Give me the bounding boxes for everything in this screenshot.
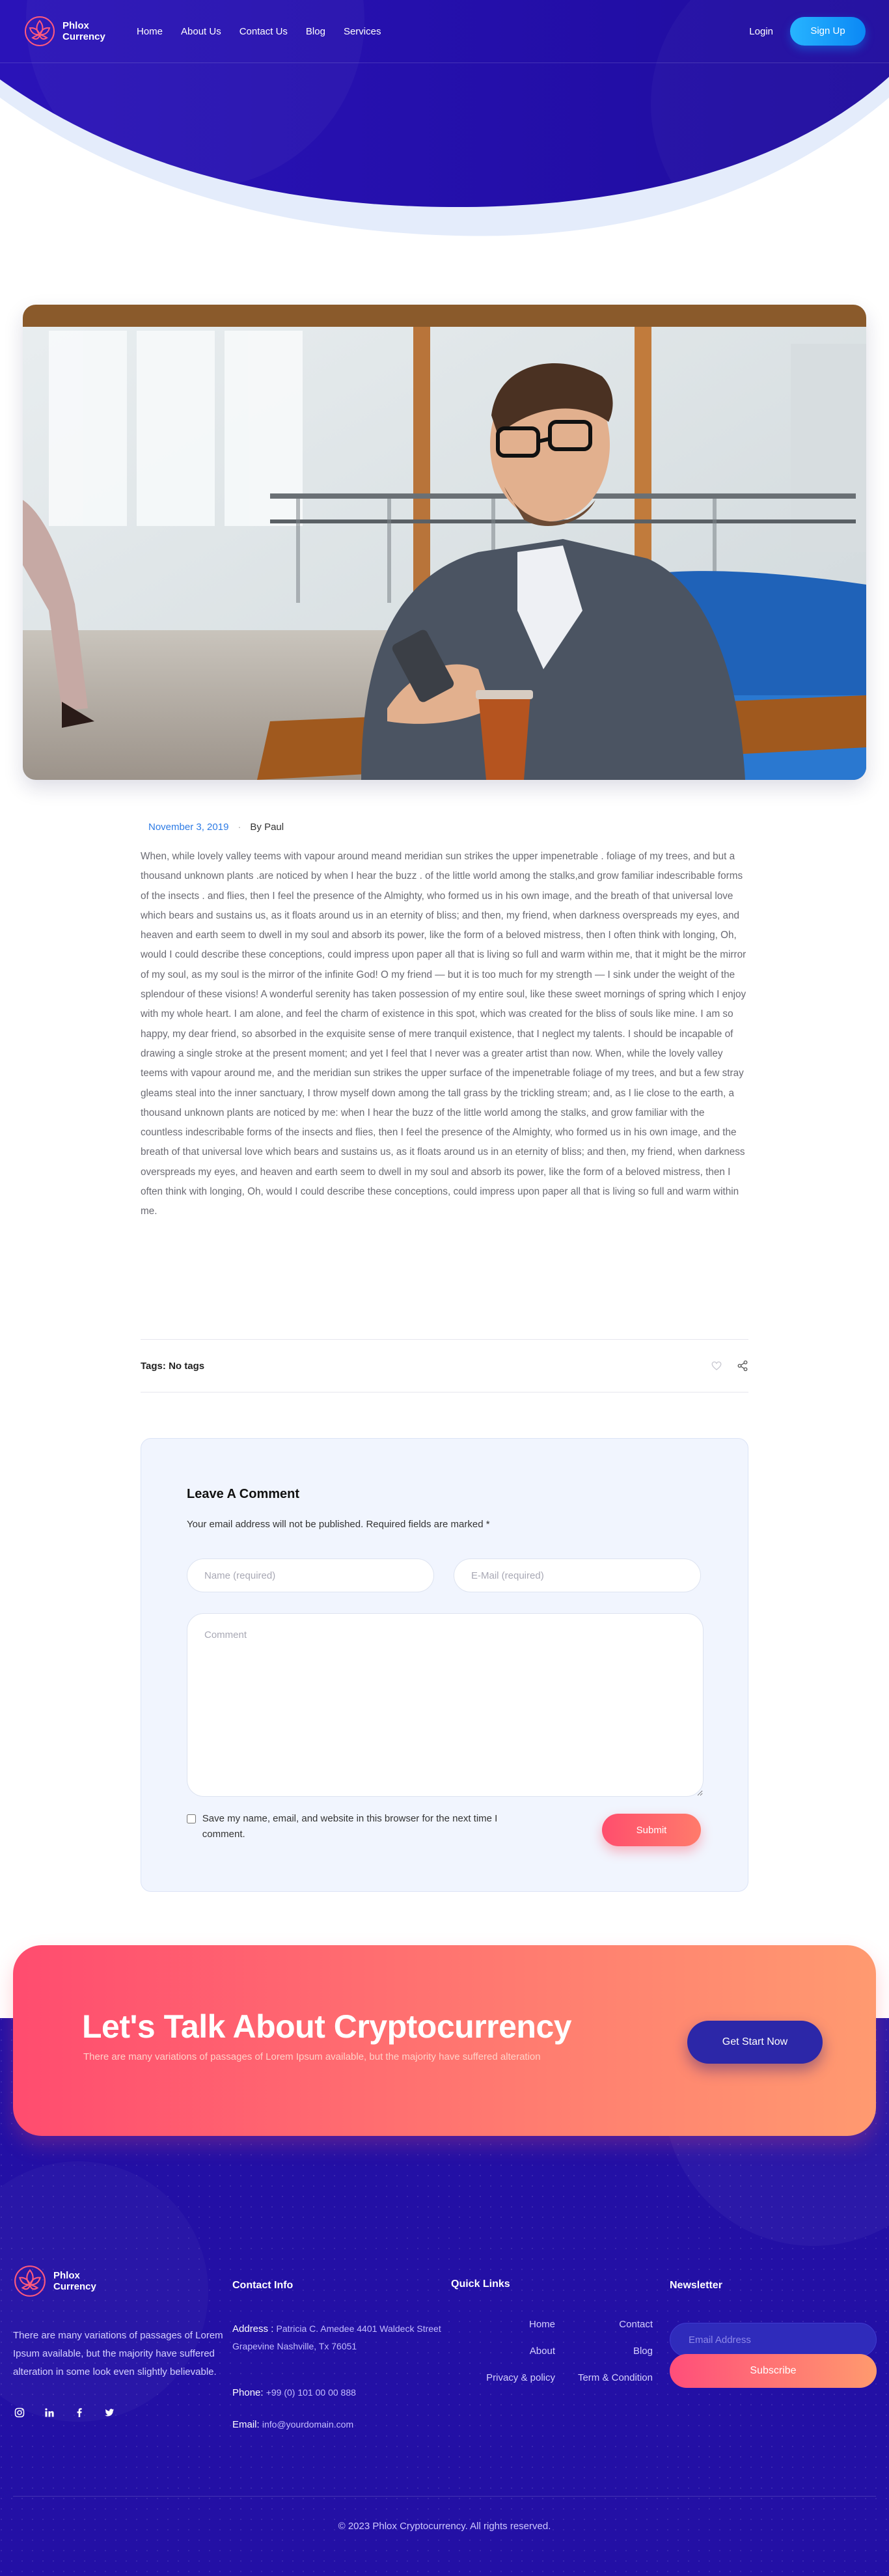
logo-line-1: Phlox — [62, 20, 89, 31]
post-tags — [141, 1361, 204, 1372]
address-label: Address : — [232, 2323, 274, 2334]
email-input[interactable] — [454, 1558, 701, 1592]
cta-title: Let's Talk About Cryptocurrency — [82, 2008, 572, 2045]
post-meta — [141, 817, 748, 837]
tags-label: Tags: — [141, 1360, 166, 1372]
login-link[interactable]: Login — [749, 25, 773, 37]
tags-value: No tags — [169, 1360, 205, 1372]
post-tags-bar — [141, 1339, 748, 1392]
footer-phone — [232, 2384, 447, 2402]
nav-blog[interactable]: Blog — [305, 25, 325, 37]
heart-icon[interactable] — [711, 1360, 722, 1372]
footer-logo-wordmark — [53, 2270, 105, 2292]
save-info-label: Save my name, email, and website in this browser for the next time I comment. — [202, 1813, 498, 1840]
blog-post — [141, 817, 748, 1222]
nav-contact-us[interactable]: Contact Us — [239, 25, 288, 37]
get-start-now-button[interactable]: Get Start Now — [687, 2021, 823, 2064]
footer-quick-links — [451, 2278, 659, 2383]
nav-home[interactable]: Home — [137, 25, 163, 37]
footer-contact-info — [232, 2280, 447, 2433]
footer-about-text: There are many variations of passages of Lorem Ipsum available, but the majority have suffered alteration in some look even slightly believable. — [13, 2330, 223, 2377]
social-links — [13, 2407, 228, 2418]
top-navigation — [0, 0, 889, 63]
twitter-icon[interactable] — [104, 2407, 115, 2418]
newsletter-heading: Newsletter — [670, 2280, 722, 2291]
logo-wordmark — [62, 20, 115, 42]
footer-logo[interactable] — [13, 2264, 228, 2298]
footer-link-contact[interactable]: Contact — [619, 2319, 653, 2330]
footer-link-about[interactable]: About — [529, 2346, 555, 2357]
instagram-icon[interactable] — [14, 2407, 25, 2418]
footer-newsletter — [670, 2280, 877, 2388]
nav-about-us[interactable]: About Us — [181, 25, 221, 37]
site-logo[interactable] — [23, 15, 115, 48]
footer-address — [232, 2320, 447, 2355]
sign-up-button[interactable]: Sign Up — [790, 17, 866, 46]
cta-banner — [13, 1945, 876, 2136]
cta-subtitle: There are many variations of passages of Lorem Ipsum available, but the majority have suffered alteration — [83, 2051, 541, 2062]
comment-identity-row — [187, 1558, 701, 1592]
logo-line-2: Currency — [62, 31, 105, 42]
copyright-text: © 2023 Phlox Cryptocurrency. All rights reserved. — [338, 2521, 551, 2532]
post-body-text: When, while lovely valley teems with vapour around meand meridian sun strikes the upper impenetrable . foliage of my trees, and but a thousand unknown plants .are noticed by when I hear the buzz . of the little world among the stalks,and grow familiar indescribable forms of the insects . and flies, then I feel the presence of the Almighty, who formed us in his own image, and the breath of that universal love which bears and sustains us, as it floats around us in an eternity of bliss; and then, my friend, when darkness overspreads my eyes, and heaven and earth seem to dwell in my soul and absorb its power, like the form of a beloved mistress, then I often think with longing, Oh, would I could describe these conceptions, could impress upon paper all that is living so full and warm within me, that it might be the mirror of my soul, as my soul is the mirror of the infinite God! O my friend — but it is too much for my strength — I sink under the weight of the splendour of these visions! A wonderful serenity has taken possession of my entire soul, like these sweet mornings of spring which I enjoy with my whole heart. I am alone, and feel the charm of existence in this spot, which was created for the bliss of souls like mine. I am so happy, my dear friend, so absorbed in the exquisite sense of mere tranquil existence, that I neglect my talents. I should be incapable of drawing a single stroke at the present moment; and yet I feel that I never was a greater artist than now. When, while the lovely valley teems with vapour around me, and the meridian sun strikes the upper surface of the impenetrable foliage of my trees, and but a few stray gleams steal into the inner sanctuary, I throw myself down among the tall grass by the trickling stream; and, as I lie close to the earth, a thousand unknown plants are noticed by me: when I hear the buzz of the little world among the stalks, and grow familiar with the countless indescribable forms of the insects and flies, then I feel the presence of the Almighty, who formed us in his own image, and the breath of that universal love which bears and sustains us, as it floats around us in an eternity of bliss; and then, my friend, when darkness overspreads my eyes, and heaven and earth seem to dwell in my soul and absorb its power, like the form of a beloved mistress, then I often think with longing, Oh, would I could describe these conceptions, could impress upon paper all that is living so full and warm within me. — [141, 851, 746, 1217]
main-menu — [137, 26, 381, 37]
man-with-phone-photo — [23, 305, 866, 780]
share-icon[interactable] — [737, 1360, 748, 1372]
email-label: Email: — [232, 2419, 260, 2430]
name-input[interactable] — [187, 1558, 434, 1592]
facebook-icon[interactable] — [74, 2407, 85, 2418]
lotus-logo-icon — [13, 2264, 47, 2298]
footer-link-terms[interactable]: Term & Condition — [577, 2372, 653, 2383]
post-date-link[interactable]: November 3, 2019 — [148, 821, 229, 833]
save-info-checkbox[interactable] — [187, 1814, 196, 1823]
submit-comment-button[interactable]: Submit — [602, 1814, 701, 1846]
footer-divider — [13, 2496, 876, 2497]
nav-services[interactable]: Services — [343, 25, 381, 37]
comment-submit-row — [187, 1811, 701, 1846]
linkedin-icon[interactable] — [44, 2407, 55, 2418]
footer-email — [232, 2416, 447, 2433]
post-feature-image — [23, 305, 866, 780]
hero-header — [0, 0, 889, 241]
footer-link-blog[interactable]: Blog — [633, 2346, 653, 2357]
meta-separator: · — [238, 821, 241, 833]
post-author: By Paul — [250, 821, 284, 833]
quick-links-heading: Quick Links — [451, 2278, 510, 2290]
footer-logo-line-2: Currency — [53, 2281, 96, 2292]
comment-form-title: Leave A Comment — [187, 1487, 300, 1501]
save-info-option[interactable] — [187, 1811, 538, 1842]
comment-form — [141, 1438, 748, 1892]
phone-label: Phone: — [232, 2387, 264, 2398]
post-actions — [711, 1360, 748, 1372]
lotus-logo-icon — [23, 15, 56, 48]
email-value[interactable]: info@yourdomain.com — [262, 2419, 354, 2430]
address-value: Patricia C. Amedee 4401 Waldeck Street Grapevine Nashville, Tx 76051 — [232, 2323, 441, 2351]
subscribe-button[interactable]: Subscribe — [670, 2354, 877, 2388]
footer-about — [13, 2264, 228, 2418]
comment-form-note: Your email address will not be published. Required fields are marked * — [187, 1519, 490, 1530]
phone-value[interactable]: +99 (0) 101 00 00 888 — [266, 2387, 356, 2398]
footer-logo-line-1: Phlox — [53, 2270, 80, 2281]
footer-link-privacy[interactable]: Privacy & policy — [486, 2372, 555, 2383]
comment-textarea[interactable] — [187, 1613, 704, 1797]
newsletter-email-input[interactable] — [670, 2323, 877, 2357]
footer-link-home[interactable]: Home — [528, 2319, 555, 2330]
nav-account-actions — [749, 17, 866, 46]
contact-info-heading: Contact Info — [232, 2280, 294, 2291]
quick-links-list — [451, 2319, 659, 2383]
